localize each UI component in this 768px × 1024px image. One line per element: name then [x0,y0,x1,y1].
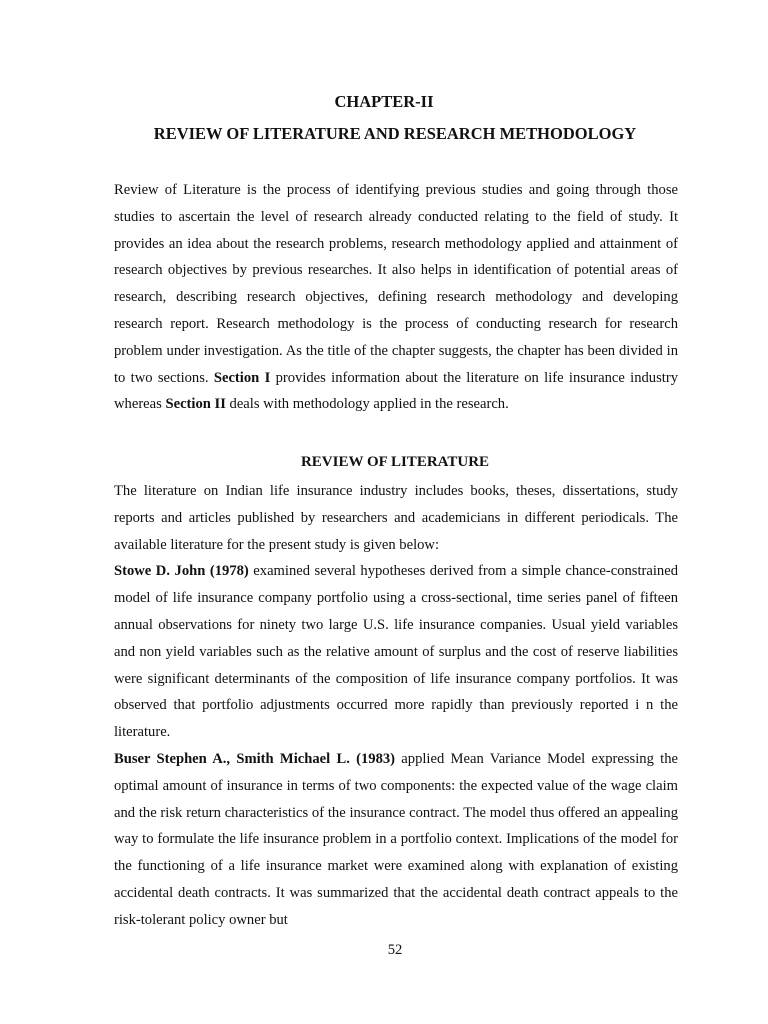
entry-text: applied Mean Variance Model expressing the optimal amount of insurance in terms of two components: the expected value of the wage claim and the risk return characteristics of the insurance contract. The model thus offered an appealing way to formulate the life insurance problem in a portfolio context. Implications of the model for the functioning of a life insurance market were examined along with explanation of existing accidental death contracts. It was summarized that the accidental death contract appeals to the risk-tolerant policy owner but [114,750,678,928]
entry-author: Stowe D. John (1978) [114,563,249,580]
section-two-label: Section II [165,396,226,413]
intro-text-part-3: deals with methodology applied in the research. [225,396,509,413]
entry-author: Buser Stephen A., Smith Michael L. (1983) [114,750,396,767]
review-body [114,478,678,934]
intro-text-part-1: Review of Literature is the process of identifying previous studies and going through those studies to ascertain the level of research already conducted relating to the field of study. It provides an idea about the research problems, research methodology applied and attainment of research objectives by previous researches. It also helps in identification of potential areas of research, describing research objectives, defining research methodology and developing research report. Research methodology is the process of conducting research for research problem under investigation. As the title of the chapter suggests, the chapter has been divided in to two sections. [114,182,678,386]
intro-paragraph [114,177,678,418]
review-section-heading: REVIEW OF LITERATURE [300,454,490,470]
chapter-title: REVIEW OF LITERATURE AND RESEARCH METHODOLOGY [153,124,637,143]
review-intro-paragraph: The literature on Indian life insurance industry includes books, theses, dissertations, study reports and articles published by researchers and academicians in different periodicals. The available literature for the present study is given below: [114,483,678,553]
intro-text-part-2: provides information about the literature on life insurance industry whereas [114,369,678,413]
page-number: 52 [387,942,403,958]
chapter-label: CHAPTER-II [334,92,434,111]
section-one-label: Section I [213,369,271,386]
literature-entry [114,558,678,746]
entry-text: examined several hypotheses derived from a simple chance-constrained model of life insurance company portfolio using a cross-sectional, time series panel of fifteen annual observations for ninety two large U.S. life insurance companies. Usual yield variables and non yield variables such as the relative amount of surplus and the cost of reserve liabilities were significant determinants of the composition of life insurance company portfolios. It was observed that portfolio adjustments occurred more rapidly than previously reported i n the literature. [114,563,679,741]
literature-entry [114,746,678,934]
